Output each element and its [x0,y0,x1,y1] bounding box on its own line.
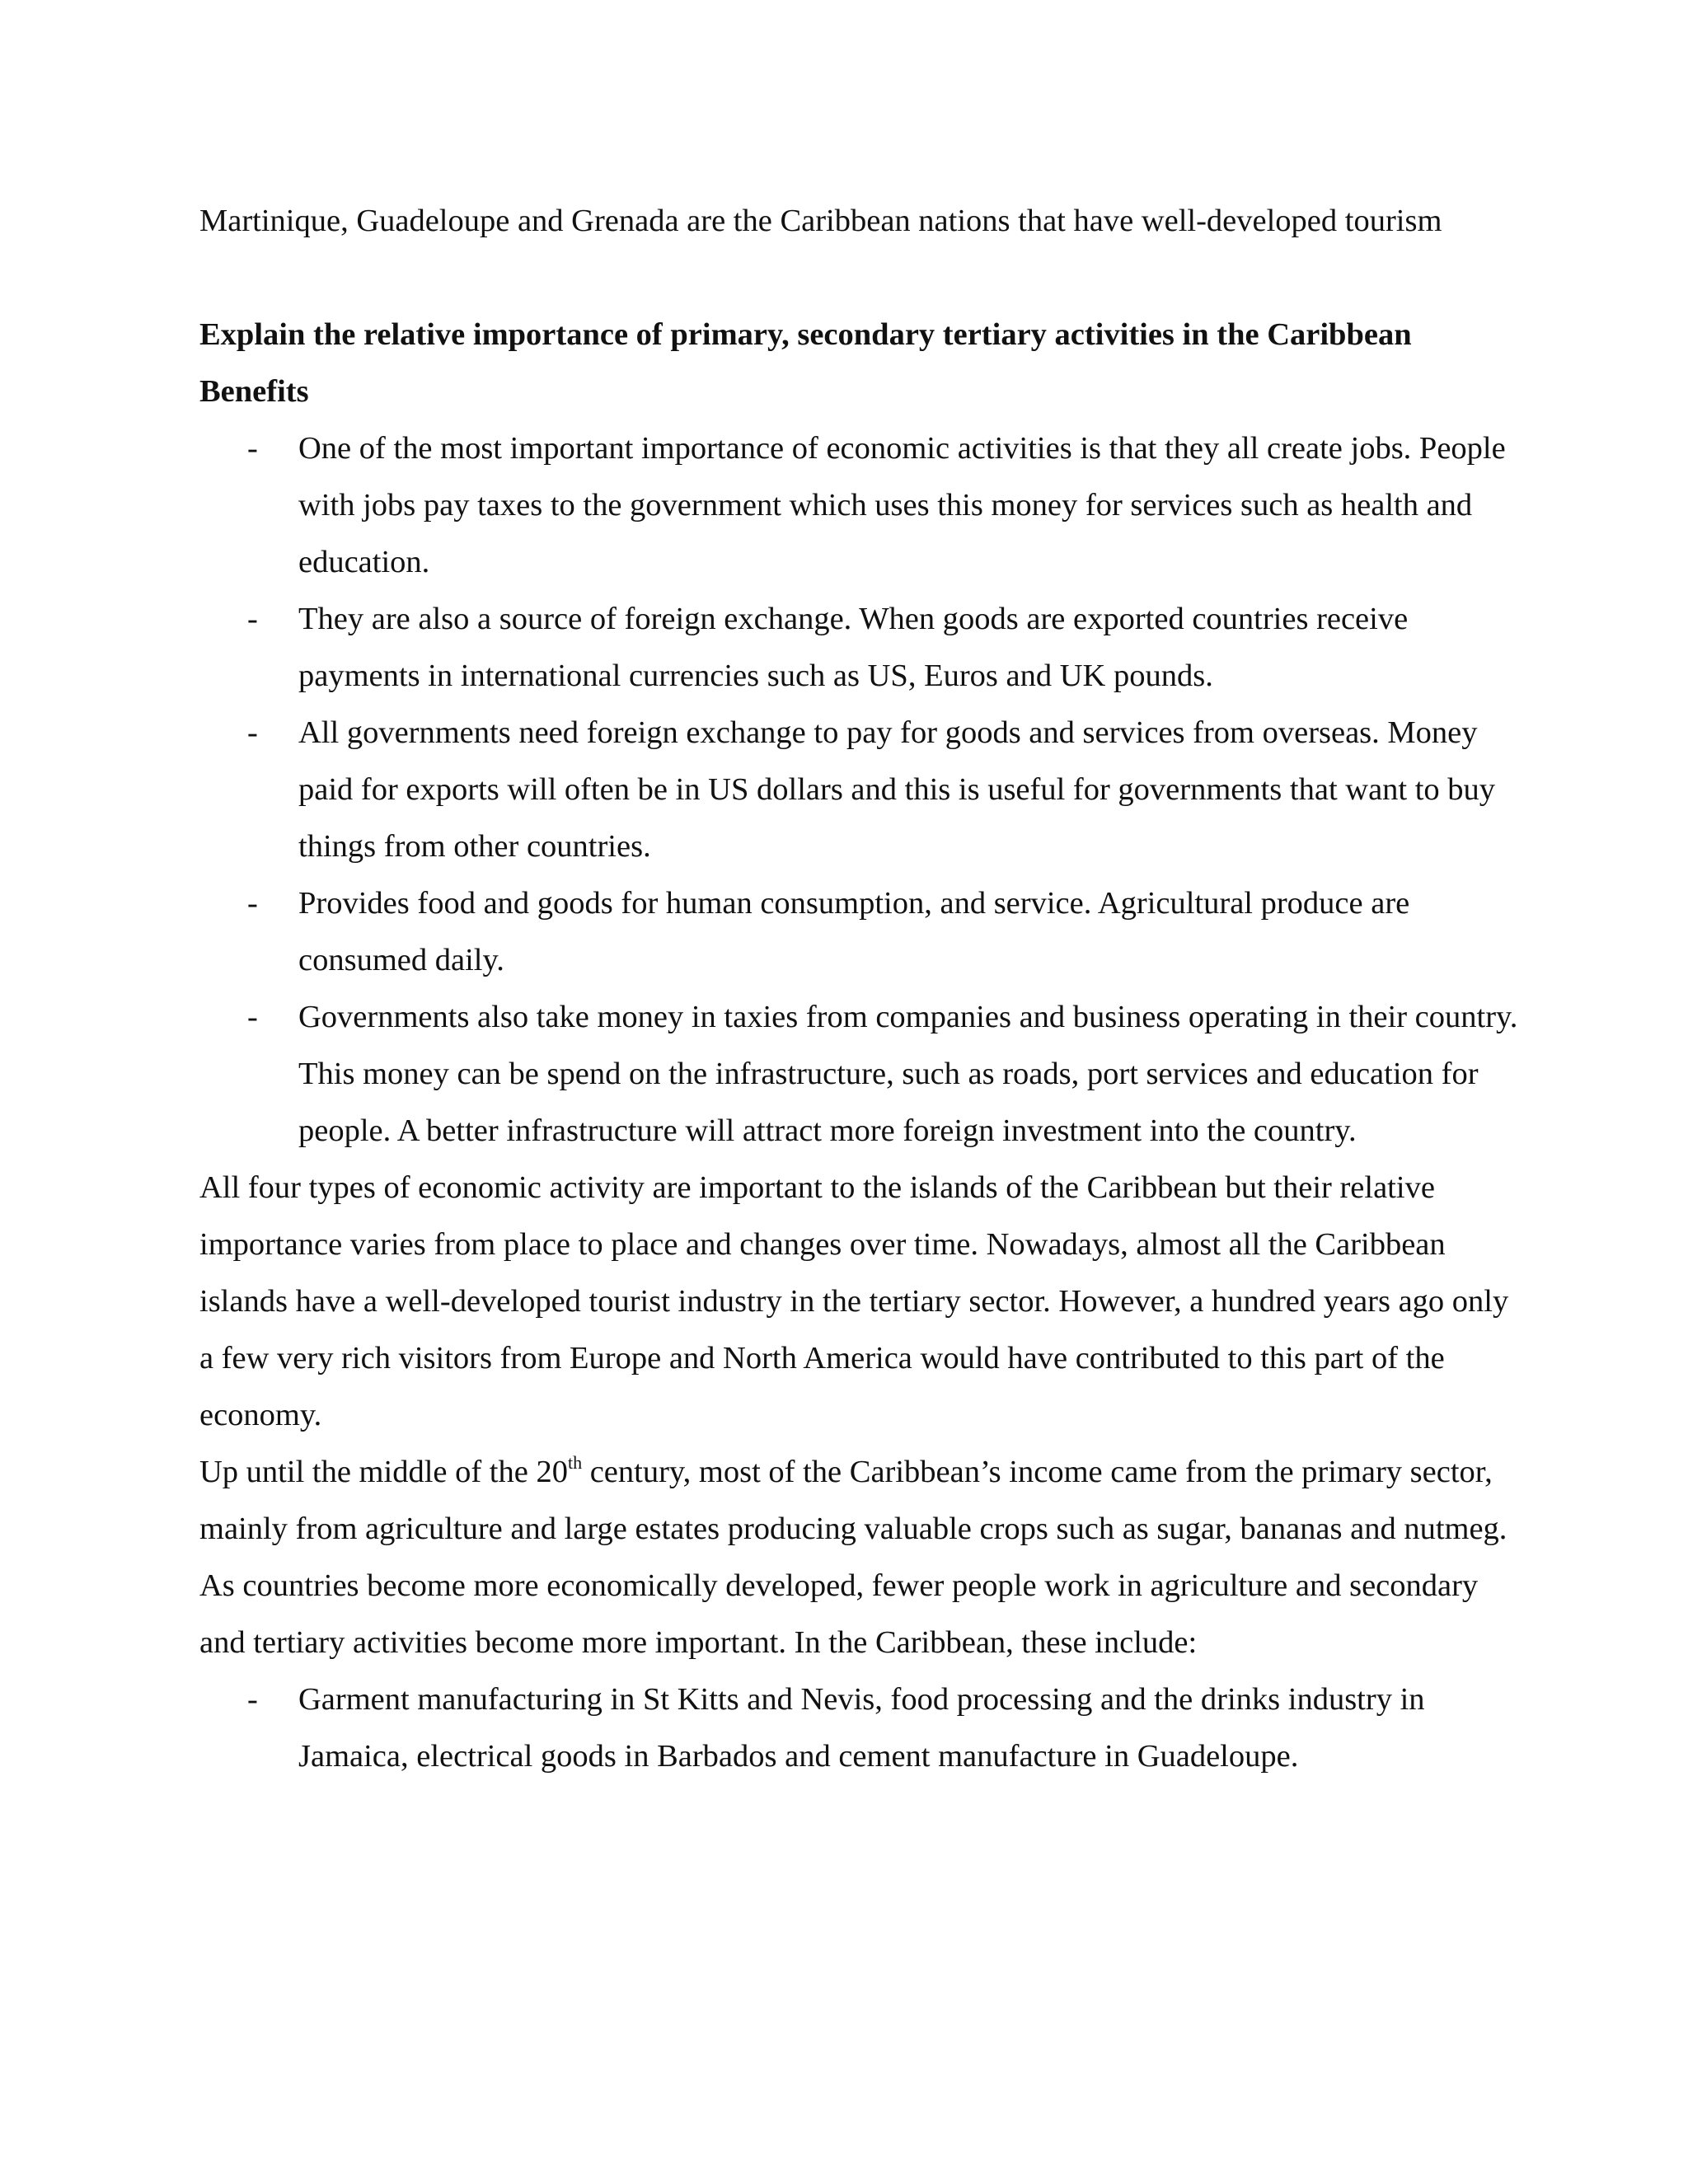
benefit-text: All governments need foreign exchange to pay for goods and services from overseas. Money paid for exports will often be in US dollars and this is useful for governments that want to buy things from other countries. [298,715,1496,864]
benefit-item [199,989,1518,1160]
body-paragraph-economic-activity: All four types of economic activity are important to the islands of the Caribbean but their relative importance varies from place to place and changes over time. Nowadays, almost all the Caribbean islands have a well-developed tourist industry in the tertiary sector. However, a hundred years ago only a few very rich visitors from Europe and North America would have contributed to this part of the economy. [199,1170,1509,1432]
bullet-marker: - [247,1000,258,1034]
benefits-list [199,420,1518,1160]
intro-paragraph: Martinique, Guadeloupe and Grenada are the Caribbean nations that have well-developed tourism [199,204,1442,238]
benefit-item [199,420,1518,591]
bullet-marker: - [247,431,258,466]
section-heading: Explain the relative importance of primary, secondary tertiary activities in the Caribbean [199,317,1412,352]
benefit-item [199,875,1518,989]
history-text-after: century, most of the Caribbean’s income came from the primary sector, mainly from agriculture and large estates producing valuable crops such as sugar, bananas and nutmeg. As countries become more economically developed, fewer people work in agriculture and secondary and tertiary activities become more important. In the Caribbean, these include: [199,1455,1507,1660]
example-item [199,1671,1518,1785]
bullet-marker: - [247,886,258,921]
document-body [199,193,1518,1785]
benefit-text: They are also a source of foreign exchange. When goods are exported countries receive payments in international currencies such as US, Euros and UK pounds. [298,602,1409,693]
paragraph-spacer [199,250,1518,307]
body-paragraph-history [199,1444,1518,1671]
example-text: Garment manufacturing in St Kitts and Nevis, food processing and the drinks industry in Jamaica, electrical goods in Barbados and cement manufacture in Guadeloupe. [298,1682,1425,1774]
examples-list [199,1671,1518,1785]
benefit-text: One of the most important importance of economic activities is that they all create jobs. People with jobs pay taxes to the government which uses this money for services such as health and education. [298,431,1506,579]
benefit-text: Provides food and goods for human consumption, and service. Agricultural produce are consumed daily. [298,886,1410,977]
bullet-marker: - [247,602,258,636]
ordinal-superscript: th [567,1452,583,1474]
bullet-marker: - [247,715,258,750]
bullet-marker: - [247,1682,258,1717]
history-text-before: Up until the middle of the 20 [199,1455,568,1489]
benefit-item [199,591,1518,705]
benefits-heading: Benefits [199,374,309,409]
benefit-item [199,705,1518,875]
benefit-text: Governments also take money in taxies from companies and business operating in their country. This money can be spend on the infrastructure, such as roads, port services and education for people. A better infrastructure will attract more foreign investment into the country. [298,1000,1518,1148]
